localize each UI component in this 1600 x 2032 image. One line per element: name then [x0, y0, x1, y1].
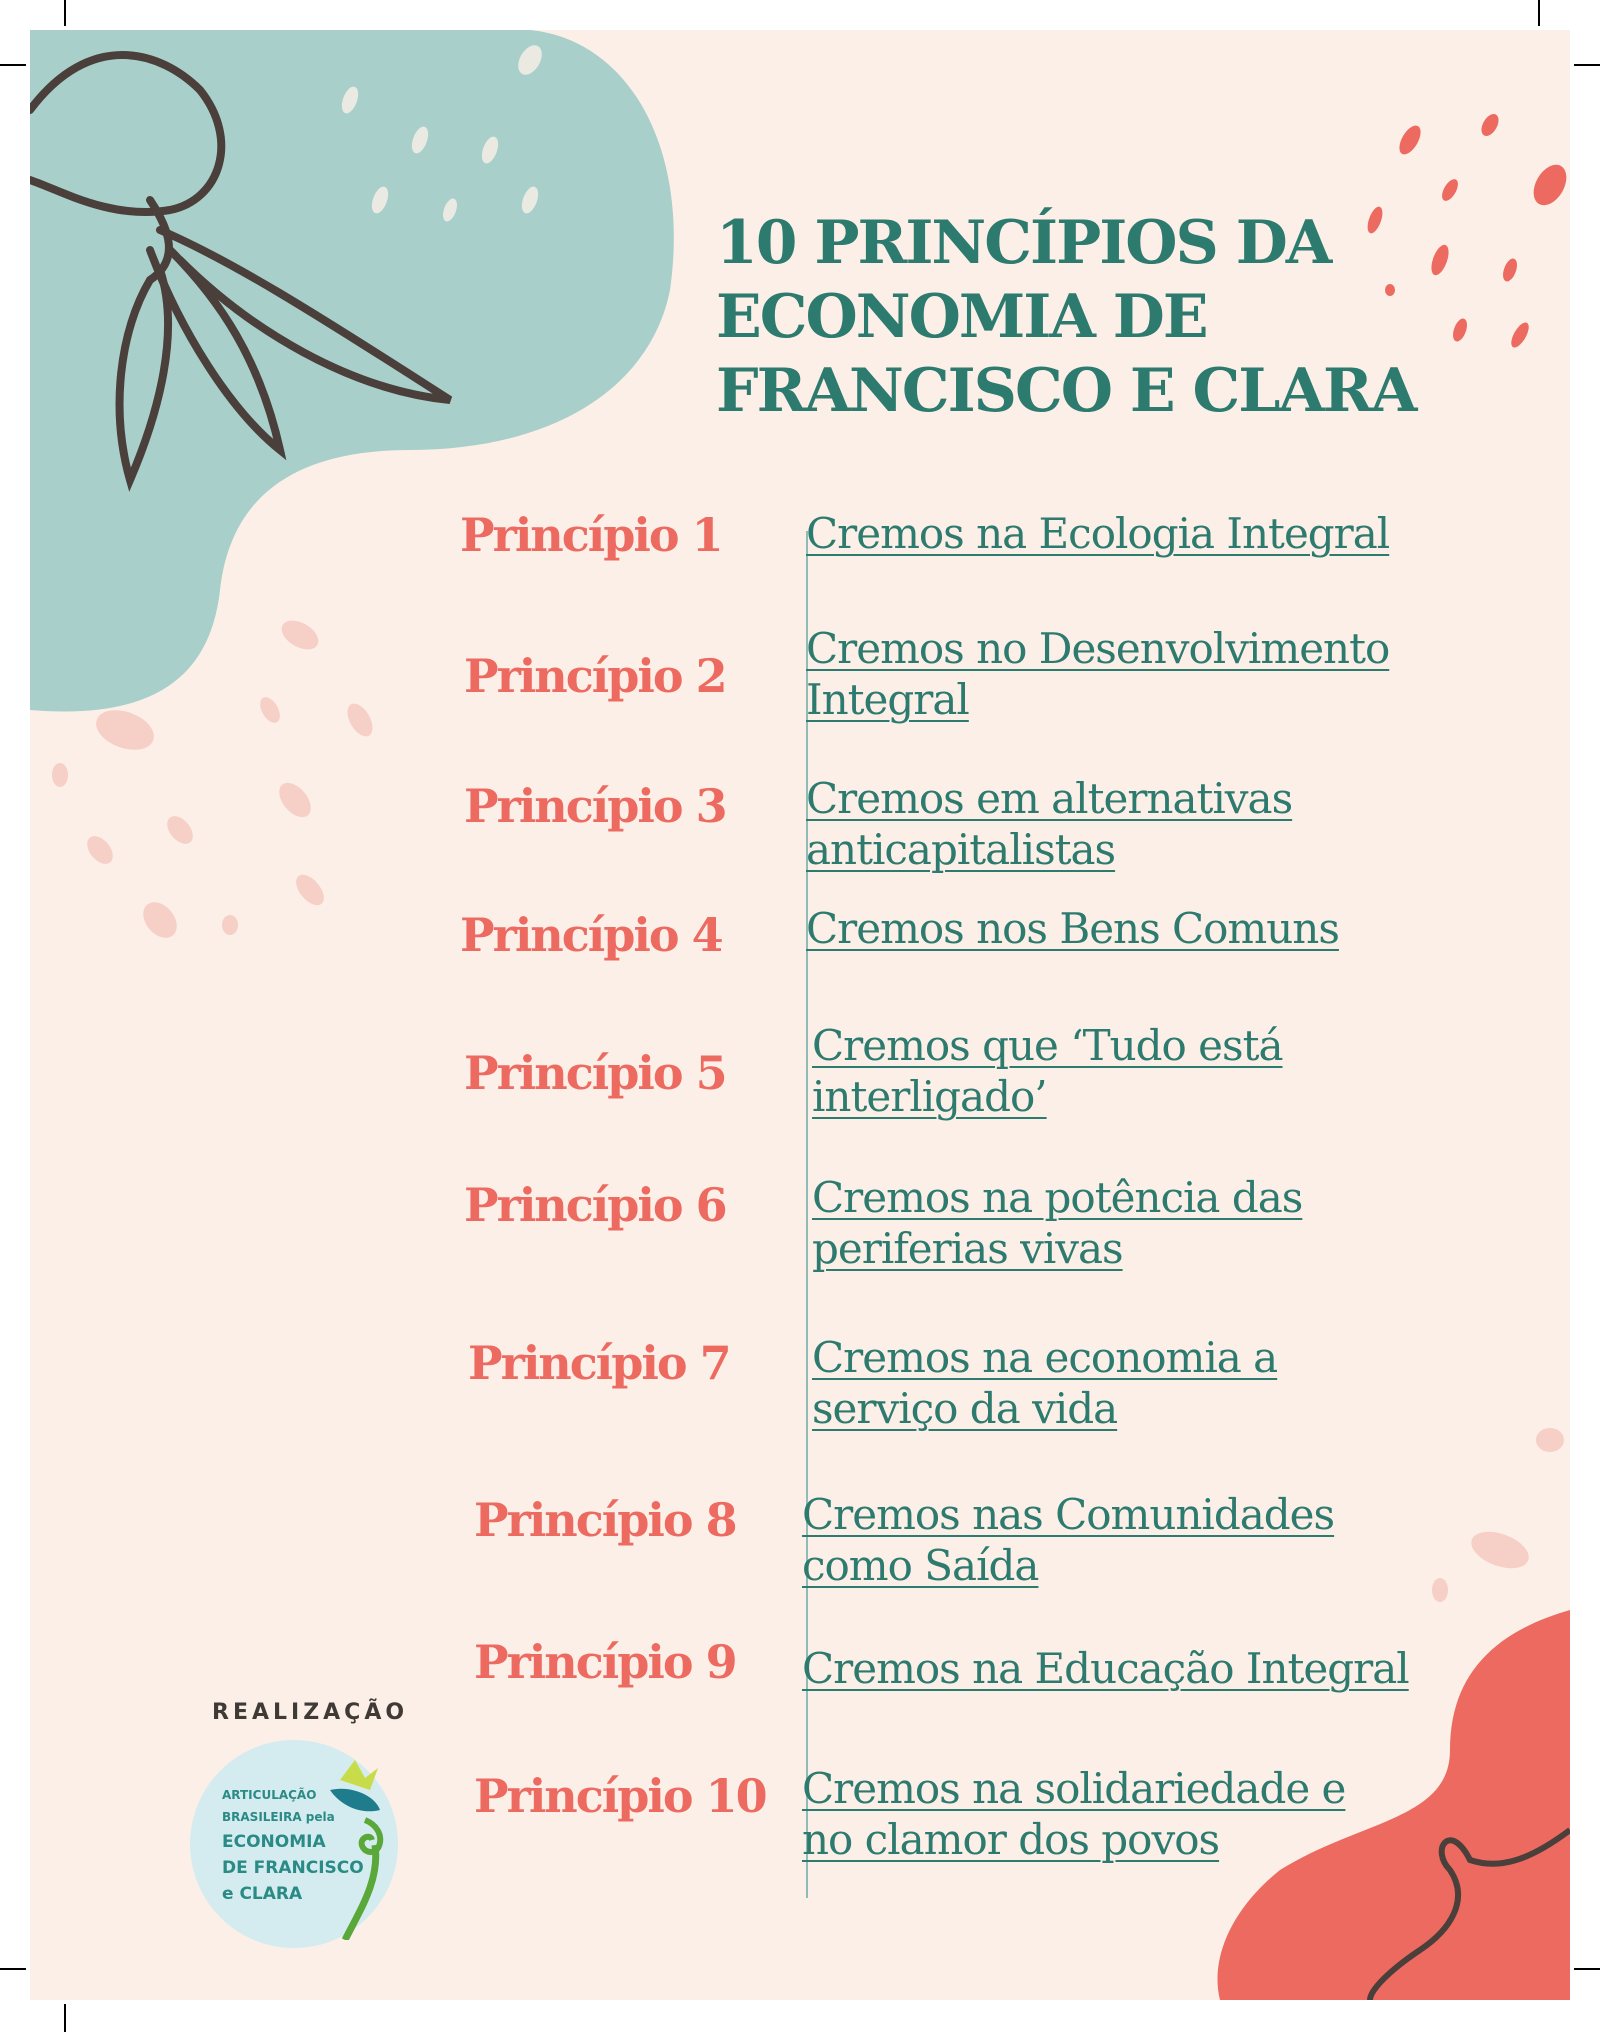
link-line[interactable]: Cremos nas Comunidades — [802, 1490, 1335, 1539]
teal-blob — [30, 30, 674, 712]
principle-link-5[interactable] — [812, 1020, 1472, 1122]
crop-mark — [1538, 0, 1540, 26]
poster-card — [30, 30, 1570, 2000]
principle-link-4[interactable] — [806, 903, 1466, 954]
principle-label: Princípio 7 — [468, 1336, 730, 1390]
principle-link-10[interactable] — [802, 1763, 1462, 1865]
link-line[interactable]: Cremos na Educação Integral — [802, 1644, 1409, 1693]
principle-label: Princípio 6 — [464, 1178, 726, 1232]
link-line[interactable]: Cremos na potência das — [812, 1173, 1303, 1222]
link-line[interactable]: como Saída — [802, 1541, 1039, 1590]
crop-mark — [0, 1968, 26, 1970]
link-line[interactable]: interligado’ — [812, 1072, 1047, 1121]
principle-label: Princípio 8 — [474, 1493, 736, 1547]
principle-link-9[interactable] — [802, 1643, 1462, 1694]
link-line[interactable]: serviço da vida — [812, 1384, 1118, 1433]
link-line[interactable]: Cremos em alternativas — [806, 774, 1293, 823]
principle-label: Princípio 4 — [460, 908, 722, 962]
crop-mark — [0, 64, 26, 66]
bird-vine-icon — [320, 1750, 390, 1940]
title-line: 10 PRINCÍPIOS DA — [716, 208, 1331, 278]
link-line[interactable]: Cremos nos Bens Comuns — [806, 904, 1339, 953]
principle-label: Princípio 2 — [464, 649, 726, 703]
page-title — [716, 206, 1415, 428]
link-line[interactable]: anticapitalistas — [806, 825, 1116, 874]
principle-label: Princípio 1 — [460, 508, 722, 562]
link-line[interactable]: Cremos na solidariedade e — [802, 1764, 1346, 1813]
link-line[interactable]: Integral — [806, 675, 969, 724]
principle-link-6[interactable] — [812, 1172, 1472, 1274]
link-line[interactable]: Cremos na Ecologia Integral — [806, 509, 1390, 558]
logo-text: ARTICULAÇÃO — [222, 1788, 317, 1802]
link-line[interactable]: periferias vivas — [812, 1224, 1123, 1273]
logo-text: BRASILEIRA pela — [222, 1810, 335, 1824]
title-line: ECONOMIA DE — [716, 282, 1207, 352]
link-line[interactable]: no clamor dos povos — [802, 1815, 1220, 1864]
title-line: FRANCISCO E CLARA — [716, 356, 1416, 426]
realizacao-label: REALIZAÇÃO — [212, 1700, 409, 1725]
link-line[interactable]: Cremos que ‘Tudo está — [812, 1021, 1283, 1070]
crop-mark — [1574, 64, 1600, 66]
principle-label: Princípio 5 — [464, 1046, 726, 1100]
crop-mark — [64, 0, 66, 26]
principle-link-1[interactable] — [806, 508, 1466, 559]
link-line[interactable]: Cremos no Desenvolvimento — [806, 624, 1390, 673]
principle-link-8[interactable] — [802, 1489, 1462, 1591]
crop-mark — [1574, 1968, 1600, 1970]
principle-link-2[interactable] — [806, 623, 1466, 725]
logo-text: e CLARA — [222, 1884, 303, 1904]
logo-text: ECONOMIA — [222, 1832, 326, 1852]
principle-label: Princípio 9 — [474, 1635, 736, 1689]
logo-text: DE FRANCISCO — [222, 1858, 364, 1878]
link-line[interactable]: Cremos na economia a — [812, 1333, 1278, 1382]
principle-link-3[interactable] — [806, 773, 1466, 875]
principle-link-7[interactable] — [812, 1332, 1472, 1434]
crop-mark — [64, 2004, 66, 2032]
organization-logo — [190, 1740, 398, 1948]
principle-label: Princípio 3 — [464, 779, 726, 833]
principle-label: Princípio 10 — [474, 1769, 766, 1823]
